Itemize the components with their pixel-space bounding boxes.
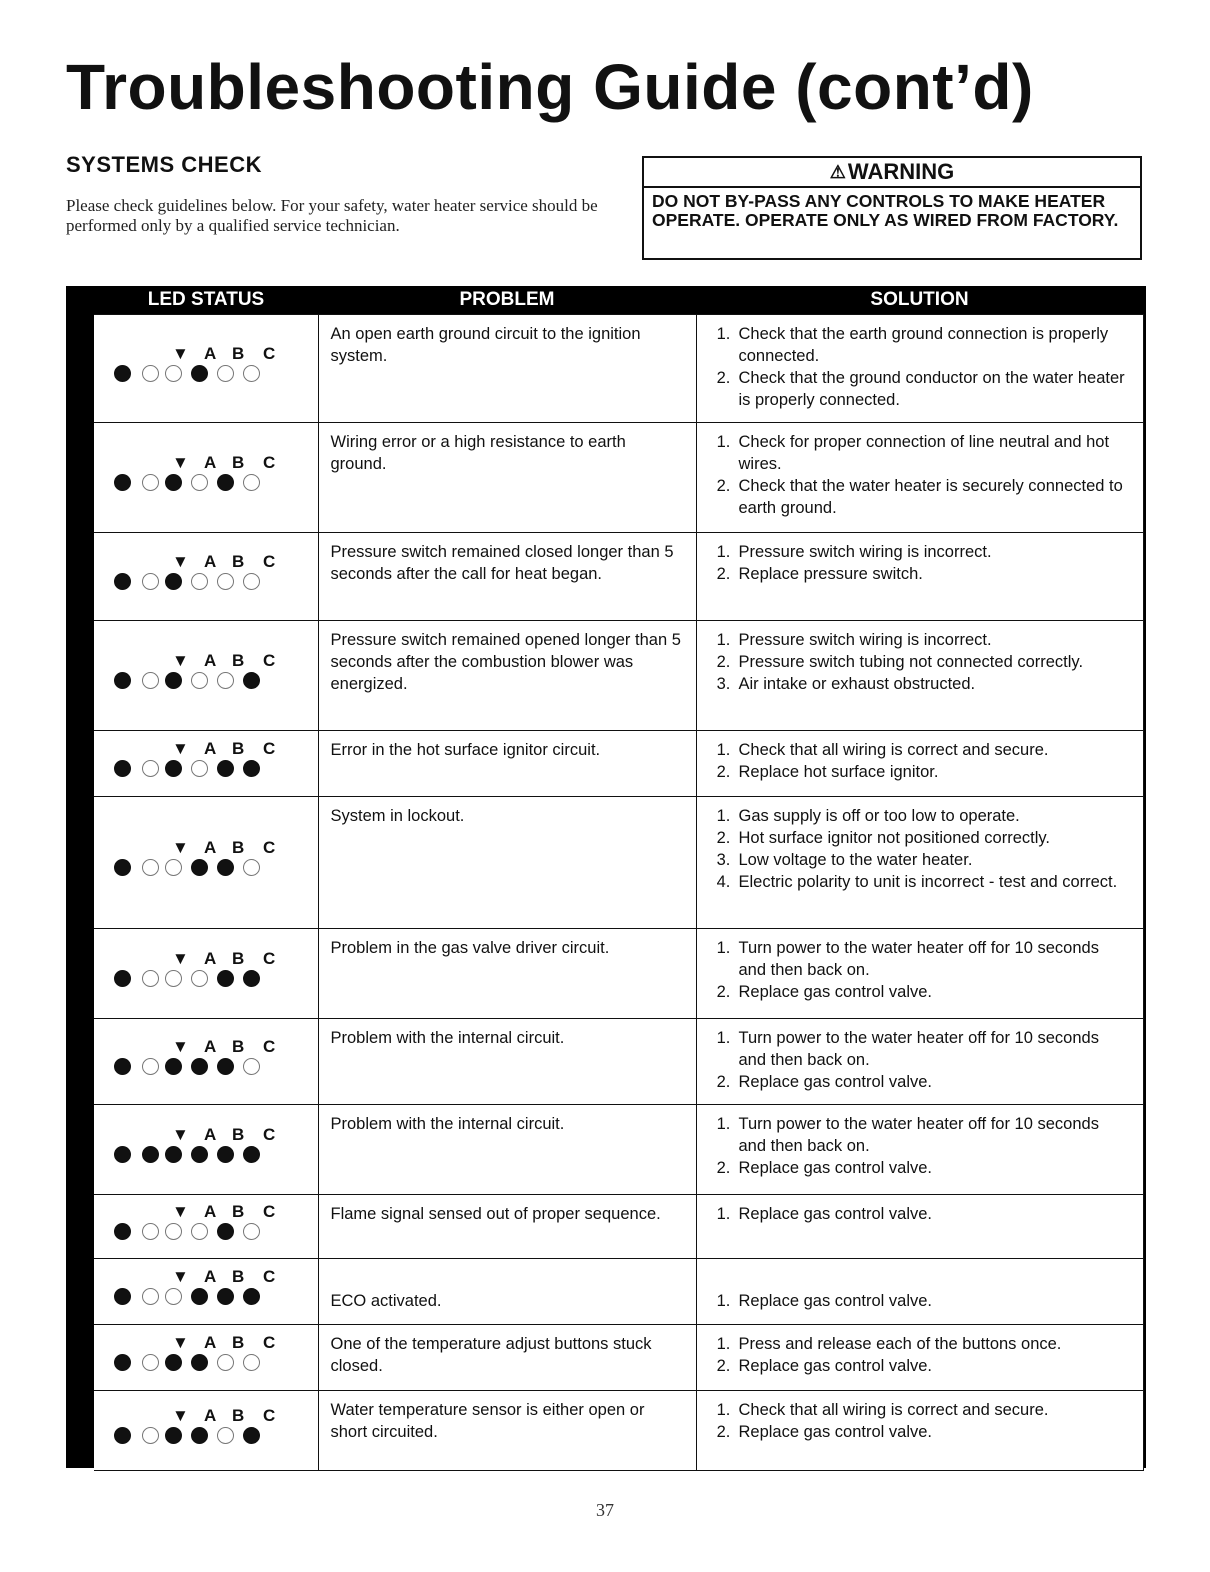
led-status-cell [94,1105,318,1195]
led-off-icon [142,365,159,382]
table-row [94,1195,1143,1259]
led-on-icon [114,859,131,876]
led-label-c: C [263,1332,276,1352]
led-label-c: C [263,650,276,670]
solution-item: 1. Turn power to the water heater off for 10 seconds and then back on. [716,1115,1099,1155]
led-status-cell [94,533,318,621]
led-on-icon [114,573,131,590]
led-arrow-label: ▼ [172,738,189,758]
led-label-b: B [232,1266,245,1286]
led-on-icon [114,1058,131,1075]
led-on-icon [217,474,234,491]
led-label-c: C [263,1201,276,1221]
problem-cell: ECO activated. [318,1259,696,1325]
led-off-icon [142,1288,159,1305]
led-arrow-label: ▼ [172,837,189,857]
led-label-c: C [263,1266,276,1286]
table-row [94,1259,1143,1325]
header-solution: SOLUTION [870,289,969,310]
led-label-a: A [204,1036,217,1056]
led-off-icon [243,365,260,382]
solution-cell [696,533,1143,621]
table-row [94,797,1143,929]
led-on-icon [114,474,131,491]
led-indicator [114,454,314,502]
problem-cell: Problem in the gas valve driver circuit. [318,929,696,1019]
led-label-b: B [232,837,245,857]
led-off-icon [142,1354,159,1371]
led-status-cell [94,731,318,797]
led-off-icon [243,1354,260,1371]
led-indicator [114,839,314,887]
led-on-icon [191,1354,208,1371]
solution-cell [696,1019,1143,1105]
solution-cell [696,621,1143,731]
warning-text: DO NOT BY-PASS ANY CONTROLS TO MAKE HEATER OPERATE. OPERATE ONLY AS WIRED FROM FACTORY. [652,191,1119,230]
led-on-icon [165,672,182,689]
led-label-c: C [263,1036,276,1056]
led-on-icon [191,365,208,382]
led-off-icon [191,672,208,689]
solution-item: 2. Replace hot surface ignitor. [716,763,939,781]
led-status-cell [94,1325,318,1391]
solution-cell [696,1325,1143,1391]
led-on-icon [114,1427,131,1444]
led-off-icon [165,365,182,382]
led-off-icon [191,760,208,777]
solution-item: 1. Replace gas control valve. [716,1291,933,1310]
table-row [94,1391,1143,1471]
led-label-a: A [204,1124,217,1144]
led-indicator [114,1407,314,1455]
led-on-icon [243,760,260,777]
problem-cell: Problem with the internal circuit. [318,1105,696,1195]
solution-item: 1. Pressure switch wiring is incorrect. [716,631,992,649]
led-status-cell [94,1195,318,1259]
led-off-icon [142,1223,159,1240]
led-label-a: A [204,1405,217,1425]
led-status-cell [94,1019,318,1105]
led-off-icon [165,1223,182,1240]
led-arrow-label: ▼ [172,650,189,670]
led-on-icon [217,859,234,876]
led-label-b: B [232,452,245,472]
solution-item: 2. Hot surface ignitor not positioned correctly. [716,829,1051,847]
problem-cell: Wiring error or a high resistance to earth ground. [318,423,696,533]
problem-cell: Flame signal sensed out of proper sequence. [318,1195,696,1259]
page-title: Troubleshooting Guide (cont’d) [66,51,1034,123]
led-on-icon [165,1146,182,1163]
led-indicator [114,950,314,998]
warning-header [644,158,1140,188]
led-label-b: B [232,1036,245,1056]
table-row [94,929,1143,1019]
problem-cell: Error in the hot surface ignitor circuit. [318,731,696,797]
led-label-a: A [204,1201,217,1221]
led-off-icon [165,859,182,876]
led-on-icon [114,1288,131,1305]
problem-cell: Problem with the internal circuit. [318,1019,696,1105]
led-on-icon [217,1058,234,1075]
led-off-icon [217,1427,234,1444]
led-label-a: A [204,452,217,472]
table-row [94,423,1143,533]
led-status-cell [94,621,318,731]
led-on-icon [114,672,131,689]
solution-item: 2. Replace gas control valve. [716,983,933,1001]
led-arrow-label: ▼ [172,551,189,571]
led-label-b: B [232,343,245,363]
led-label-a: A [204,738,217,758]
page-number: 37 [596,1500,614,1520]
led-label-c: C [263,738,276,758]
solution-item: 1. Check that the earth ground connection is properly connected. [716,325,1109,365]
led-label-c: C [263,343,276,363]
led-label-b: B [232,1201,245,1221]
led-off-icon [191,573,208,590]
solution-item: 2. Check that the water heater is securely connected to earth ground. [716,477,1123,517]
led-on-icon [243,672,260,689]
led-label-a: A [204,1332,217,1352]
table-row [94,533,1143,621]
led-on-icon [191,859,208,876]
led-label-a: A [204,948,217,968]
led-off-icon [243,573,260,590]
led-label-b: B [232,551,245,571]
led-arrow-label: ▼ [172,1201,189,1221]
led-indicator [114,740,314,788]
led-on-icon [114,1354,131,1371]
led-label-a: A [204,551,217,571]
table-row [94,1019,1143,1105]
led-on-icon [217,1223,234,1240]
solution-item: 3. Low voltage to the water heater. [716,851,973,869]
solution-cell [696,423,1143,533]
led-on-icon [165,760,182,777]
led-indicator [114,553,314,601]
led-off-icon [142,474,159,491]
solution-item: 2. Replace pressure switch. [716,565,923,583]
led-label-a: A [204,650,217,670]
solution-item: 1. Press and release each of the buttons once. [716,1335,1062,1353]
table-row [94,1325,1143,1391]
led-arrow-label: ▼ [172,1124,189,1144]
solution-cell [696,1259,1143,1325]
led-off-icon [243,1223,260,1240]
warning-box [642,156,1142,260]
problem-cell: Pressure switch remained closed longer than 5 seconds after the call for heat began. [318,533,696,621]
led-status-cell [94,1259,318,1325]
led-on-icon [217,760,234,777]
led-off-icon [142,859,159,876]
led-indicator [114,345,314,393]
solution-item: 2. Replace gas control valve. [716,1357,933,1375]
troubleshooting-table [66,286,1146,1468]
table-row [94,731,1143,797]
table-row [94,1105,1143,1195]
led-indicator [114,1126,314,1174]
led-label-b: B [232,650,245,670]
led-off-icon [142,672,159,689]
led-label-c: C [263,551,276,571]
led-status-cell [94,929,318,1019]
led-off-icon [191,1223,208,1240]
led-off-icon [142,760,159,777]
led-arrow-label: ▼ [172,1405,189,1425]
led-on-icon [191,1288,208,1305]
led-on-icon [114,1223,131,1240]
problem-cell: Water temperature sensor is either open or short circuited. [318,1391,696,1471]
led-on-icon [243,1146,260,1163]
header-led-status: LED STATUS [147,289,265,310]
led-off-icon [217,365,234,382]
led-label-b: B [232,1332,245,1352]
solution-item: 2. Check that the ground conductor on the water heater is properly connected. [716,369,1125,409]
solution-item: 1. Replace gas control valve. [716,1205,933,1223]
solution-item: 4. Electric polarity to unit is incorrect - test and correct. [716,873,1118,891]
led-status-cell [94,315,318,423]
led-off-icon [165,1288,182,1305]
led-label-c: C [263,452,276,472]
led-off-icon [217,672,234,689]
led-off-icon [142,573,159,590]
led-off-icon [243,859,260,876]
led-label-b: B [232,1405,245,1425]
led-label-b: B [232,738,245,758]
led-label-c: C [263,837,276,857]
led-off-icon [142,970,159,987]
solution-item: 1. Check that all wiring is correct and secure. [716,1401,1049,1419]
solution-cell [696,1105,1143,1195]
solution-cell [696,731,1143,797]
problem-cell: One of the temperature adjust buttons stuck closed. [318,1325,696,1391]
led-label-c: C [263,948,276,968]
led-on-icon [114,970,131,987]
led-label-b: B [232,948,245,968]
led-on-icon [243,1427,260,1444]
warning-title: WARNING [847,159,955,184]
solution-cell [696,1391,1143,1471]
led-label-b: B [232,1124,245,1144]
solution-item: 1. Turn power to the water heater off for 10 seconds and then back on. [716,939,1099,979]
led-on-icon [165,1427,182,1444]
led-on-icon [191,1146,208,1163]
led-arrow-label: ▼ [172,452,189,472]
solution-cell [696,797,1143,929]
led-off-icon [142,1427,159,1444]
led-on-icon [217,1146,234,1163]
led-on-icon [217,970,234,987]
led-on-icon [165,1354,182,1371]
solution-item: 2. Replace gas control valve. [716,1159,933,1177]
solution-item: 1. Check for proper connection of line neutral and hot wires. [716,433,1110,473]
led-indicator [114,1334,314,1382]
solution-cell [696,1195,1143,1259]
led-arrow-label: ▼ [172,1332,189,1352]
solution-cell [696,929,1143,1019]
intro-text: Please check guidelines below. For your safety, water heater service should be performed only by a qualified service technician. [66,196,598,235]
solution-item: 3. Air intake or exhaust obstructed. [716,675,976,693]
led-on-icon [191,1427,208,1444]
led-on-icon [142,1146,159,1163]
led-arrow-label: ▼ [172,343,189,363]
led-on-icon [114,365,131,382]
led-arrow-label: ▼ [172,1266,189,1286]
header-problem: PROBLEM [459,289,555,310]
led-on-icon [114,760,131,777]
led-status-cell [94,1391,318,1471]
section-title: SYSTEMS CHECK [66,152,262,177]
led-off-icon [165,970,182,987]
solution-item: 2. Replace gas control valve. [716,1423,933,1441]
led-on-icon [243,1288,260,1305]
led-on-icon [191,1058,208,1075]
table-row [94,621,1143,731]
troubleshooting-grid [94,314,1144,1471]
led-off-icon [142,1058,159,1075]
led-off-icon [217,573,234,590]
solution-item: 1. Check that all wiring is correct and secure. [716,741,1049,759]
led-arrow-label: ▼ [172,948,189,968]
solution-item: 1. Turn power to the water heater off for 10 seconds and then back on. [716,1029,1099,1069]
led-status-cell [94,797,318,929]
led-on-icon [165,474,182,491]
led-on-icon [217,1288,234,1305]
led-off-icon [191,474,208,491]
led-off-icon [217,1354,234,1371]
solution-item: 2. Replace gas control valve. [716,1073,933,1091]
led-label-a: A [204,837,217,857]
problem-cell: System in lockout. [318,797,696,929]
solution-cell [696,315,1143,423]
led-status-cell [94,423,318,533]
led-indicator [114,1203,314,1251]
led-indicator [114,652,314,700]
problem-cell: Pressure switch remained opened longer than 5 seconds after the combustion blower was energized. [318,621,696,731]
solution-item: 2. Pressure switch tubing not connected correctly. [716,653,1084,671]
led-label-a: A [204,343,217,363]
led-indicator [114,1038,314,1086]
led-arrow-label: ▼ [172,1036,189,1056]
led-on-icon [165,1058,182,1075]
led-on-icon [165,573,182,590]
led-off-icon [243,474,260,491]
led-label-c: C [263,1405,276,1425]
led-off-icon [191,970,208,987]
led-on-icon [114,1146,131,1163]
solution-item: 1. Pressure switch wiring is incorrect. [716,543,992,561]
led-indicator [114,1268,314,1316]
problem-cell: An open earth ground circuit to the ignition system. [318,315,696,423]
led-label-a: A [204,1266,217,1286]
warning-triangle-icon: ⚠ [829,161,846,182]
led-label-c: C [263,1124,276,1144]
table-row [94,315,1143,423]
led-on-icon [243,970,260,987]
solution-item: 1. Gas supply is off or too low to operate. [716,807,1020,825]
led-off-icon [243,1058,260,1075]
